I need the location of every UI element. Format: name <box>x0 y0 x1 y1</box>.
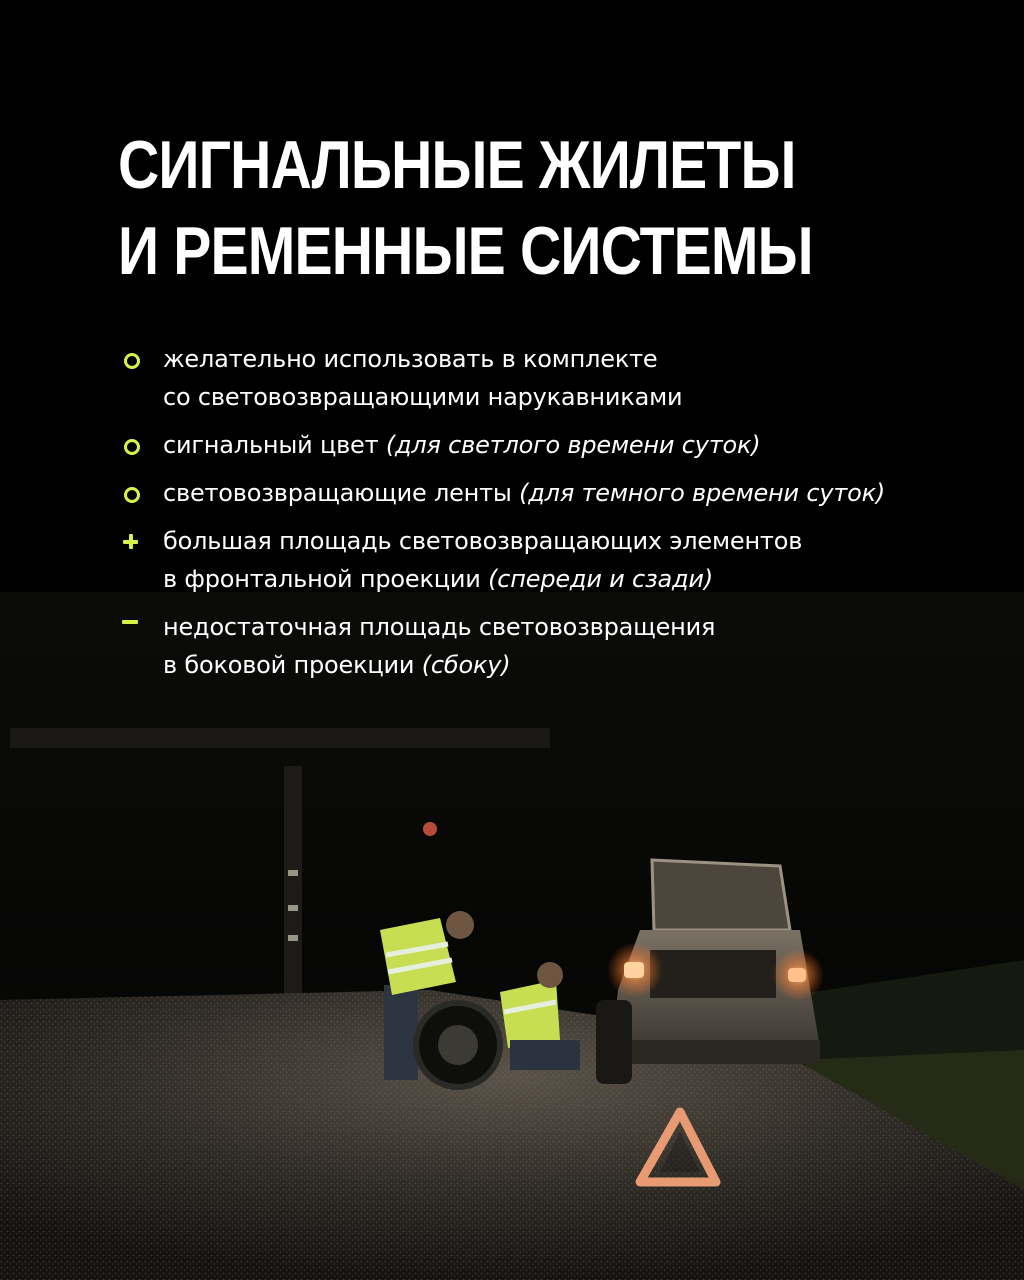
feature-line <box>163 646 998 684</box>
plus-icon <box>121 531 143 553</box>
circle-bullet-icon <box>121 349 143 371</box>
list-item <box>118 426 998 464</box>
feature-note: (спереди и сзади) <box>488 565 713 593</box>
list-item <box>118 474 998 512</box>
feature-text: в фронтальной проекции <box>163 565 489 593</box>
title-line-2: И РЕМЕННЫЕ СИСТЕМЫ <box>118 213 813 289</box>
list-item <box>118 522 998 598</box>
feature-line <box>163 474 998 512</box>
feature-text: световозвращающие ленты <box>163 479 520 507</box>
feature-list <box>118 340 998 694</box>
feature-note: (сбоку) <box>421 651 511 679</box>
page-title <box>118 122 813 294</box>
list-item <box>118 608 998 684</box>
feature-text: в боковой проекции <box>163 651 422 679</box>
title-line-1: СИГНАЛЬНЫЕ ЖИЛЕТЫ <box>118 127 796 203</box>
circle-bullet-icon <box>121 435 143 457</box>
feature-note: (для светлого времени суток) <box>385 431 761 459</box>
feature-line <box>163 426 998 464</box>
feature-text: недостаточная площадь световозвращения <box>163 613 716 641</box>
feature-line <box>163 560 998 598</box>
feature-text: со световозвращающими нарукавниками <box>163 383 683 411</box>
minus-icon <box>121 617 143 639</box>
feature-text: большая площадь световозвращающих элементов <box>163 527 803 555</box>
circle-bullet-icon <box>121 483 143 505</box>
feature-text: желательно использовать в комплекте <box>163 345 658 373</box>
feature-text: сигнальный цвет <box>163 431 386 459</box>
list-item <box>118 340 998 416</box>
feature-note: (для темного времени суток) <box>519 479 886 507</box>
